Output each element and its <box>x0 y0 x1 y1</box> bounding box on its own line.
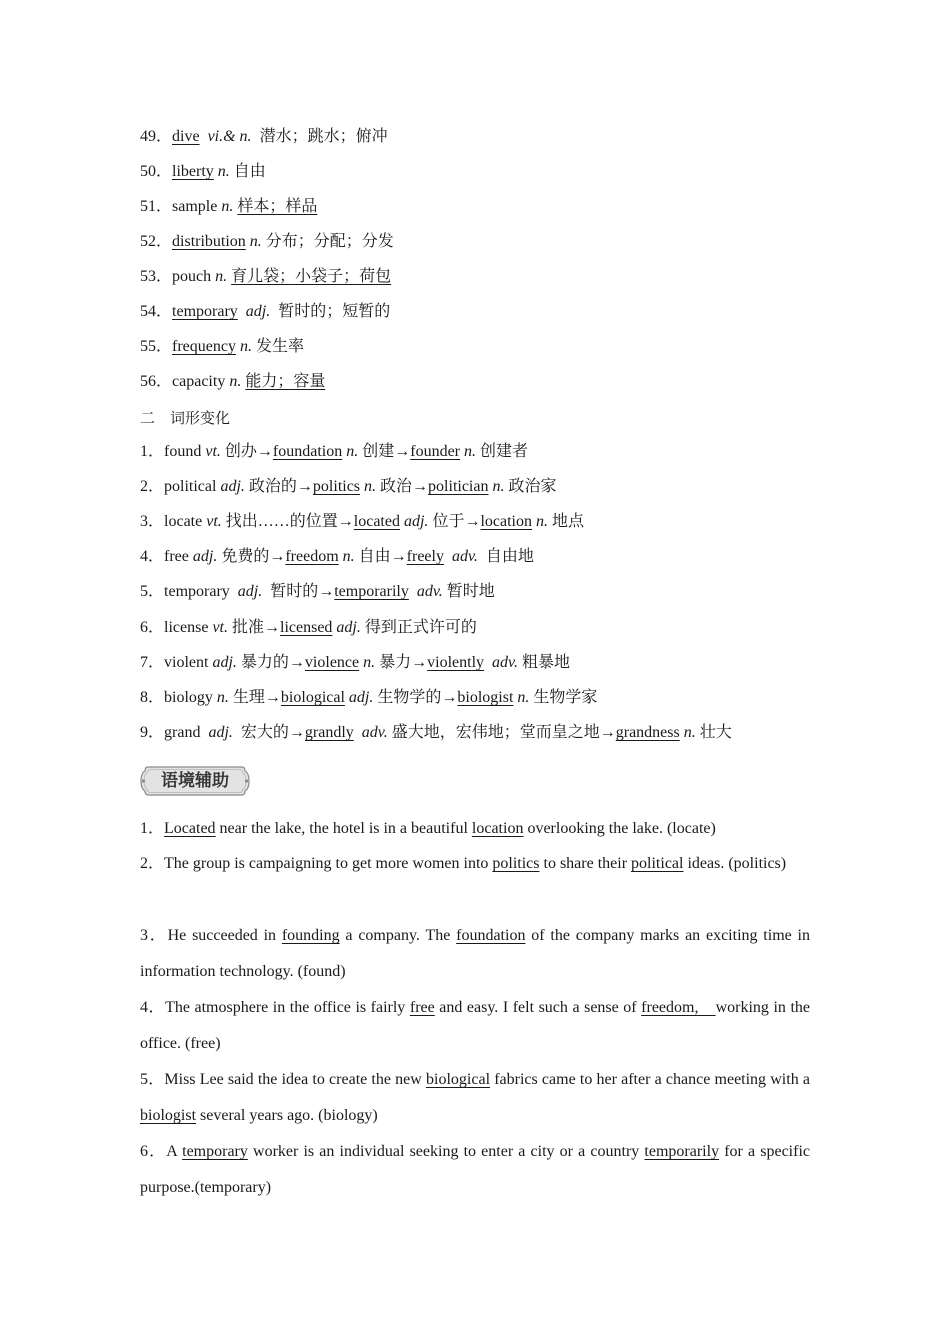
meaning: 宏大的 <box>240 724 289 741</box>
part-of-speech: n. <box>342 548 355 565</box>
meaning: 政治 <box>380 478 413 495</box>
vocab-item <box>140 302 390 322</box>
answer-word: licensed <box>280 619 333 636</box>
part-of-speech: vt. <box>205 443 221 460</box>
item-number: 9． <box>140 724 165 741</box>
meaning: 生物学家 <box>533 689 598 706</box>
answer-meaning: 能力；容量 <box>245 373 326 390</box>
item-number: 4． <box>140 999 166 1016</box>
word-formation-row <box>140 723 732 743</box>
item-number: 5． <box>140 1071 165 1088</box>
part-of-speech: adj. <box>192 548 218 565</box>
arrow-icon: → <box>288 724 305 741</box>
answer-word: biological <box>280 689 345 706</box>
part-of-speech: n. <box>464 443 477 460</box>
base-word: biology <box>164 689 213 706</box>
part-of-speech: adj. <box>348 689 374 706</box>
vocab-item <box>140 267 391 287</box>
arrow-icon: → <box>288 654 305 671</box>
part-of-speech: adv. <box>492 654 518 671</box>
meaning: 盛大地，宏伟地；堂而皇之地 <box>391 724 600 741</box>
answer-word: political <box>631 855 684 872</box>
meaning: 粗暴地 <box>521 654 570 671</box>
arrow-icon: → <box>269 548 286 565</box>
item-number: 2． <box>140 478 165 495</box>
part-of-speech: n. <box>364 478 377 495</box>
base-word: violent <box>164 654 209 671</box>
vocab-item <box>140 197 317 217</box>
meaning: 政治的 <box>248 478 297 495</box>
part-of-speech: vt. <box>212 619 228 636</box>
base-word: found <box>164 443 202 460</box>
item-number: 6． <box>140 1143 167 1160</box>
answer-word: liberty <box>172 163 214 180</box>
item-number: 3． <box>140 927 168 944</box>
answer-word: temporary <box>182 1143 248 1160</box>
base-word: temporary <box>164 583 230 600</box>
part-of-speech: n. <box>221 198 234 215</box>
word-formation-row <box>140 688 597 708</box>
meaning: 暴力的 <box>240 654 289 671</box>
meaning: 找出……的位置 <box>225 513 338 530</box>
answer-word: location <box>480 513 532 530</box>
arrow-icon: → <box>599 724 616 741</box>
part-of-speech: n. <box>215 268 228 285</box>
word: pouch <box>172 268 212 285</box>
item-number: 49． <box>140 128 173 145</box>
part-of-speech: adj. <box>237 583 263 600</box>
part-of-speech: adj. <box>403 513 429 530</box>
answer-word: temporary <box>172 303 238 320</box>
meaning: 创建 <box>362 443 395 460</box>
item-number: 7． <box>140 654 165 671</box>
meaning: 暂时的；短暂的 <box>278 303 391 320</box>
item-number: 50． <box>140 163 173 180</box>
sentence-text: A <box>166 1143 183 1160</box>
sentence-text: working in the office. (free) <box>140 999 810 1052</box>
answer-meaning: 育儿袋；小袋子；荷包 <box>231 268 392 285</box>
answer-word: freely <box>406 548 444 565</box>
part-of-speech: adj. <box>336 619 361 636</box>
answer-word: temporarily <box>334 583 409 600</box>
word-formation-row <box>140 653 570 673</box>
item-number: 55． <box>140 338 173 355</box>
arrow-icon: → <box>296 478 313 495</box>
answer-word: grandly <box>304 724 354 741</box>
answer-word: biologist <box>457 689 514 706</box>
word: sample <box>172 198 218 215</box>
meaning: 壮大 <box>699 724 732 741</box>
sentence-text: fabrics came to her after a chance meeting with a <box>490 1071 810 1088</box>
part-of-speech: vi.& n. <box>207 128 252 145</box>
answer-word: politician <box>428 478 489 495</box>
word-formation-row <box>140 618 477 638</box>
badge-label: 语境辅助 <box>161 771 229 791</box>
arrow-icon: → <box>411 654 428 671</box>
arrow-icon: → <box>264 619 280 636</box>
part-of-speech: n. <box>517 689 530 706</box>
answer-word: distribution <box>172 233 246 250</box>
base-word: locate <box>164 513 203 530</box>
item-number: 56． <box>140 373 173 390</box>
arrow-icon: → <box>464 513 481 530</box>
answer-word: freedom <box>285 548 339 565</box>
meaning: 政治家 <box>508 478 557 495</box>
part-of-speech: adv. <box>416 583 443 600</box>
part-of-speech: adj. <box>245 303 271 320</box>
answer-word: foundation <box>272 443 343 460</box>
arrow-icon: → <box>337 513 354 530</box>
example-sentence <box>140 846 810 882</box>
sentence-text: near the lake, the hotel is in a beautiful <box>215 820 472 837</box>
base-word: political <box>164 478 217 495</box>
answer-word: violence <box>304 654 360 671</box>
meaning: 暴力 <box>379 654 412 671</box>
part-of-speech: n. <box>217 163 230 180</box>
item-number: 1． <box>140 820 165 837</box>
item-number: 53． <box>140 268 173 285</box>
answer-word: biological <box>426 1071 491 1088</box>
part-of-speech: n. <box>536 513 548 530</box>
arrow-icon: → <box>394 443 411 460</box>
answer-word: location <box>471 820 524 837</box>
vocab-item <box>140 162 266 182</box>
section-title: 二 词形变化 <box>140 409 231 427</box>
vocab-item <box>140 127 388 147</box>
sentence-text: Miss Lee said the idea to create the new <box>164 1071 427 1088</box>
answer-word: founding <box>281 927 340 944</box>
item-number: 8． <box>140 689 165 706</box>
meaning: 分布；分配；分发 <box>265 233 394 250</box>
arrow-icon: → <box>256 443 273 460</box>
part-of-speech: adv. <box>451 548 478 565</box>
part-of-speech: adj. <box>220 478 245 495</box>
vocab-item <box>140 372 325 392</box>
word-formation-row <box>140 582 495 602</box>
part-of-speech: n. <box>216 689 229 706</box>
item-number: 3． <box>140 513 165 530</box>
answer-meaning: 样本；样品 <box>237 198 318 215</box>
item-number: 51． <box>140 198 173 215</box>
meaning: 创建者 <box>480 443 529 460</box>
meaning: 潜水；跳水；俯冲 <box>259 128 388 145</box>
answer-word: dive <box>172 128 200 145</box>
meaning: 自由地 <box>485 548 534 565</box>
meaning: 暂时地 <box>446 583 495 600</box>
example-sentence <box>140 990 810 1062</box>
sentence-text: and easy. I felt such a sense of <box>434 999 642 1016</box>
sentence-text: He succeeded in <box>167 927 282 944</box>
arrow-icon: → <box>318 583 335 600</box>
answer-word: Located <box>164 820 216 837</box>
meaning: 生理 <box>232 689 265 706</box>
sentence-text: The group is campaigning to get more women into <box>164 855 493 872</box>
meaning: 免费的 <box>221 548 270 565</box>
part-of-speech: n. <box>346 443 359 460</box>
base-word: grand <box>164 724 201 741</box>
part-of-speech: n. <box>492 478 505 495</box>
meaning: 暂时的 <box>270 583 319 600</box>
answer-word: biologist <box>140 1107 197 1124</box>
item-number: 2． <box>140 855 165 872</box>
context-help-badge <box>140 765 250 797</box>
meaning: 创办 <box>224 443 257 460</box>
word-formation-row <box>140 442 528 462</box>
vocab-item <box>140 337 304 357</box>
item-number: 6． <box>140 619 165 636</box>
part-of-speech: vt. <box>206 513 222 530</box>
sentence-text: to share their <box>539 855 632 872</box>
answer-word: located <box>353 513 400 530</box>
meaning: 得到正式许可的 <box>364 619 477 636</box>
meaning: 自由 <box>358 548 391 565</box>
example-sentence <box>140 811 810 847</box>
example-sentence <box>140 1134 810 1206</box>
meaning: 生物学的 <box>377 689 442 706</box>
answer-word: temporarily <box>644 1143 720 1160</box>
arrow-icon: → <box>390 548 407 565</box>
base-word: license <box>164 619 209 636</box>
item-number: 4． <box>140 548 165 565</box>
part-of-speech: n. <box>249 233 262 250</box>
word-formation-row <box>140 547 534 567</box>
word-formation-row <box>140 512 584 532</box>
word: capacity <box>172 373 226 390</box>
meaning: 发生率 <box>255 338 304 355</box>
part-of-speech: n. <box>229 373 242 390</box>
sentence-text: for a specific purpose.(temporary) <box>140 1143 811 1196</box>
answer-word: freedom, <box>641 999 716 1016</box>
meaning: 批准 <box>231 619 264 636</box>
answer-word: politics <box>492 855 540 872</box>
part-of-speech: n. <box>683 724 696 741</box>
answer-word: foundation <box>456 927 526 944</box>
part-of-speech: adj. <box>208 724 233 741</box>
sentence-text: a company. The <box>339 927 457 944</box>
sentence-text: worker is an individual seeking to enter a city or a country <box>247 1143 645 1160</box>
answer-word: grandness <box>615 724 680 741</box>
item-number: 54． <box>140 303 173 320</box>
item-number: 1． <box>140 443 165 460</box>
sentence-text: of the company marks an exciting time in information technology. (found) <box>140 927 810 980</box>
arrow-icon: → <box>441 689 458 706</box>
vocab-item <box>140 232 394 252</box>
sentence-text: ideas. (politics) <box>683 855 787 872</box>
item-number: 52． <box>140 233 173 250</box>
word-formation-row <box>140 477 557 497</box>
base-word: free <box>164 548 189 565</box>
answer-word: free <box>409 999 435 1016</box>
answer-word: violently <box>427 654 485 671</box>
meaning: 位于 <box>432 513 465 530</box>
part-of-speech: n. <box>363 654 376 671</box>
answer-word: founder <box>410 443 461 460</box>
part-of-speech: n. <box>239 338 252 355</box>
arrow-icon: → <box>264 689 281 706</box>
answer-word: frequency <box>172 338 236 355</box>
answer-word: politics <box>312 478 361 495</box>
part-of-speech: adv. <box>361 724 388 741</box>
meaning: 地点 <box>552 513 585 530</box>
part-of-speech: adj. <box>212 654 237 671</box>
sentence-text: The atmosphere in the office is fairly <box>165 999 410 1016</box>
sentence-text: several years ago. (biology) <box>196 1107 378 1124</box>
sentence-text: overlooking the lake. (locate) <box>523 820 716 837</box>
item-number: 5． <box>140 583 165 600</box>
meaning: 自由 <box>233 163 266 180</box>
example-sentence <box>140 1062 810 1134</box>
arrow-icon: → <box>412 478 429 495</box>
example-sentence <box>140 918 810 990</box>
